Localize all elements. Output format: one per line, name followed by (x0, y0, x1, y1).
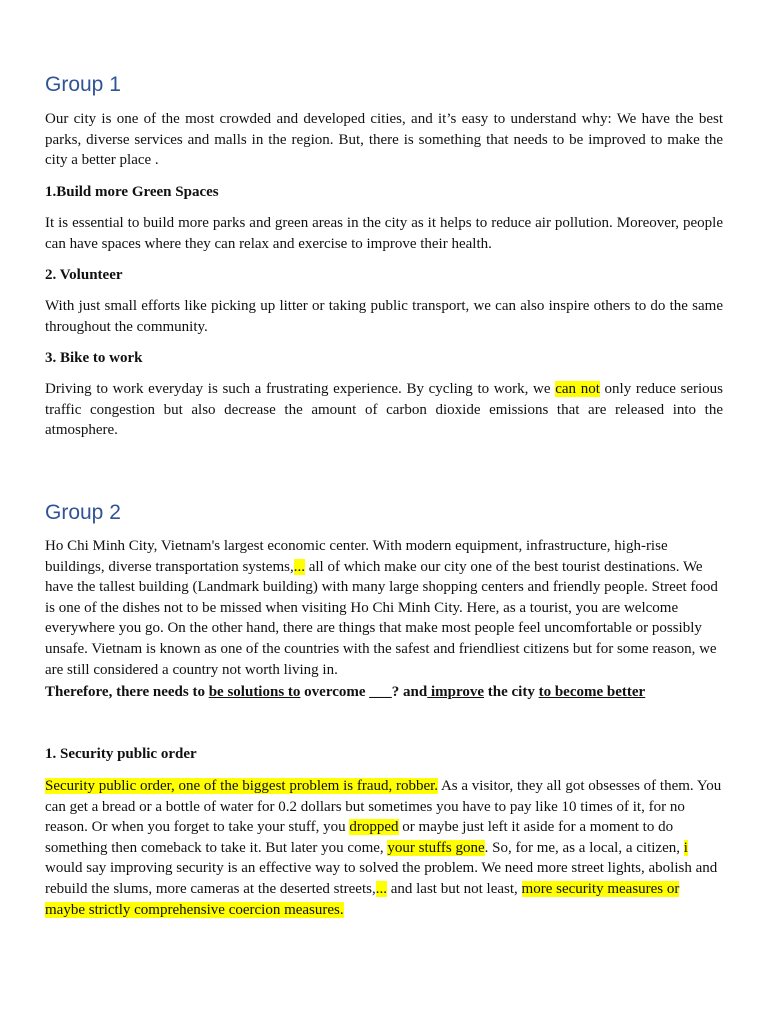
group1-item2-title: 2. Volunteer (45, 267, 123, 283)
group1-item3-body-part-a: Driving to work everyday is such a frustrating experience. By cycling to work, we (45, 381, 556, 397)
group2-section1-body (45, 776, 723, 920)
section1-text-3: . So, for me, as a local, a citizen, (484, 839, 684, 856)
highlight-can-not: can not (555, 381, 600, 397)
group2-therefore-line (45, 682, 723, 703)
group1-item3-title: 3. Bike to work (45, 350, 143, 366)
group2-intro-part-a: Ho Chi Minh City, Vietnam's largest economic center. With modern equipment, infrastructure, high-rise buildings, diverse transportation systems, (45, 538, 668, 575)
section1-text-2: or maybe just left it aside for a moment to do something then comeback to take it. But later you come, (45, 819, 674, 856)
therefore-text-1: Therefore, there needs to (45, 684, 209, 700)
section1-text-5: and last but not least, (386, 880, 522, 897)
highlight-dropped: dropped (349, 819, 399, 836)
therefore-text-3: the city (484, 684, 539, 700)
section1-text-1: As a visitor, they all got obsesses of them. You can get a bread or a bottle of water for 0.2 dollars but sometimes you have to pay like 10 times of it, for no reason. Or when you forget to take your stuff, you (45, 778, 722, 836)
highlight-stuffs-gone: your stuffs gone (387, 839, 485, 856)
highlight-ellipsis-1: ... (293, 558, 305, 575)
group2-intro-part-b: all of which make our city one of the best tourist destinations. We have the tallest building (Landmark building) with many large shopping centers and friendly people. Street food is one of the dishes not to be missed when visiting Ho Chi Minh City. Here, as a tourist, you are welcome everywhere you go. On the other hand, there are things that make most people feel uncomfortable or possibly unsafe. Vietnam is known as one of the countries with the safest and friendliest citizens but for some reason, we are still considered a country not worth living in. (45, 558, 718, 678)
group1-item3-body-part-b: only reduce serious traffic congestion but also decrease the amount of carbon dioxide emissions that are released into the atmosphere. (45, 381, 724, 439)
highlight-security-measures: more security measures or maybe strictly comprehensive coercion measures. (45, 880, 680, 918)
group1-item2-body: With just small efforts like picking up litter or taking public transport, we can also inspire others to do the same throughout the community. (45, 298, 723, 335)
group1-heading: Group 1 (45, 73, 121, 96)
group1-item1-title: 1.Build more Green Spaces (45, 184, 219, 200)
group1-item1-body: It is essential to build more parks and green areas in the city as it helps to reduce air pollution. Moreover, people can have spaces where they can relax and exercise to improve their health. (45, 215, 723, 252)
group2-intro (45, 536, 723, 680)
group1-item3-body (45, 379, 723, 441)
therefore-text-2: overcome ___? and (300, 684, 428, 700)
group2-section1-title: 1. Security public order (45, 746, 197, 762)
therefore-underline-1: be solutions to (208, 684, 301, 700)
highlight-ellipsis-2: ... (375, 880, 387, 897)
group2-heading: Group 2 (45, 501, 121, 524)
therefore-underline-2: improve (427, 684, 485, 700)
highlight-i: i (683, 839, 688, 856)
section1-text-4: would say improving security is an effective way to solved the problem. We need more street lights, abolish and rebuild the slums, more cameras at the deserted streets, (45, 860, 718, 897)
highlight-security-sentence: Security public order, one of the biggest problem is fraud, robber. (45, 778, 439, 794)
therefore-underline-3: to become better (538, 684, 646, 700)
group1-intro: Our city is one of the most crowded and developed cities, and it’s easy to understand why: We have the best parks, diverse services and malls in the region. But, there is something that needs to be improved to make the city a better place . (45, 111, 723, 169)
